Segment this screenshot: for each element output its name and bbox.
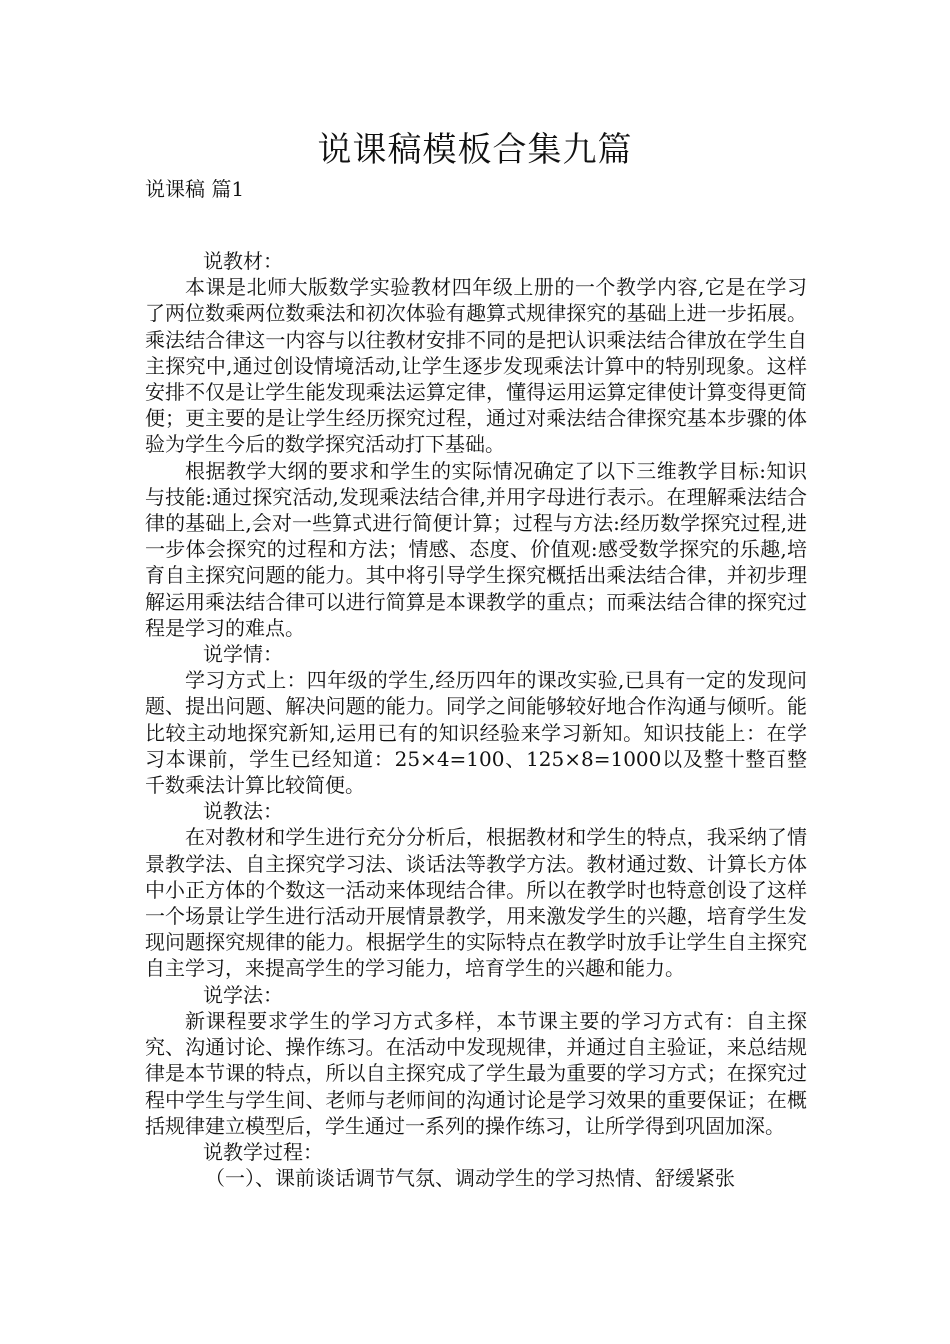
section-heading-jiaocai: 说教材： xyxy=(203,249,283,273)
section-heading-xueqing: 说学情： xyxy=(203,642,283,667)
paragraph-xueqing: 学习方式上：四年级的学生,经历四年的课改实验,已具有一定的发现问题、提出问题、解决问题的能力。同学之间能够较好地合作沟通与倾听。能比较主动地探究新知,运用已有的知识经验来学习新知。知识技能上：在学习本课前，学生已经知道：25×4=100、125×8=1000以及整十整百整千数乘法计算比较简便。 xyxy=(145,668,807,798)
paragraph-teaching-goals: 根据教学大纲的要求和学生的实际情况确定了以下三维教学目标:知识与技能:通过探究活动,发现乘法结合律,并用字母进行表示。在理解乘法结合律的基础上,会对一些算式进行简便计算；过程与方法:经历数学探究过程,进一步体会探究的过程和方法；情感、态度、价值观:感受数学探究的乐趣,培育自主探究问题的能力。其中将引导学生探究概括出乘法结合律，并初步理解运用乘法结合律可以进行简算是本课教学的重点；而乘法结合律的探究过程是学习的难点。 xyxy=(145,458,807,640)
paragraph-process-step-1: （一）、课前谈话调节气氛、调动学生的学习热情、舒缓紧张 xyxy=(205,1166,735,1191)
section-heading-jiaofa: 说教法： xyxy=(203,799,283,824)
paragraph-xuefa: 新课程要求学生的学习方式多样，本节课主要的学习方式有：自主探究、沟通讨论、操作练习。在活动中发现规律，并通过自主验证，来总结规律是本节课的特点，所以自主探究成了学生最为重要的学习方式；在探究过程中学生与学生间、老师与老师间的沟通讨论是学习效果的重要保证；在概括规律建立模型后，学生通过一系列的操作练习，让所学得到巩固加深。 xyxy=(145,1008,807,1138)
document-body xyxy=(145,248,807,1191)
document-subtitle: 说课稿 篇1 xyxy=(145,177,245,201)
paragraph-jiaofa: 在对教材和学生进行充分分析后，根据教材和学生的特点，我采纳了情景教学法、自主探究学习法、谈话法等教学方法。教材通过数、计算长方体中小正方体的个数这一活动来体现结合律。所以在教学时也特意创设了这样一个场景让学生进行活动开展情景教学，用来激发学生的兴趣，培育学生发现问题探究规律的能力。根据学生的实际特点在教学时放手让学生自主探究自主学习，来提高学生的学习能力，培育学生的兴趣和能力。 xyxy=(145,825,807,981)
document-title: 说课稿模板合集九篇 xyxy=(317,130,633,170)
section-heading-process: 说教学过程： xyxy=(203,1139,323,1164)
paragraph-jiaocai-content: 本课是北师大版数学实验教材四年级上册的一个教学内容,它是在学习了两位数乘两位数乘法和初次体验有趣算式规律探究的基础上进一步拓展。乘法结合律这一内容与以往教材安排不同的是把认识乘法结合律放在学生自主探究中,通过创设情境活动,让学生逐步发现乘法计算中的特别现象。这样安排不仅是让学生能发现乘法运算定律，懂得运用运算定律使计算变得更简便；更主要的是让学生经历探究过程，通过对乘法结合律探究基本步骤的体验为学生今后的数学探究活动打下基础。 xyxy=(145,275,807,457)
section-heading-xuefa: 说学法： xyxy=(203,982,283,1007)
